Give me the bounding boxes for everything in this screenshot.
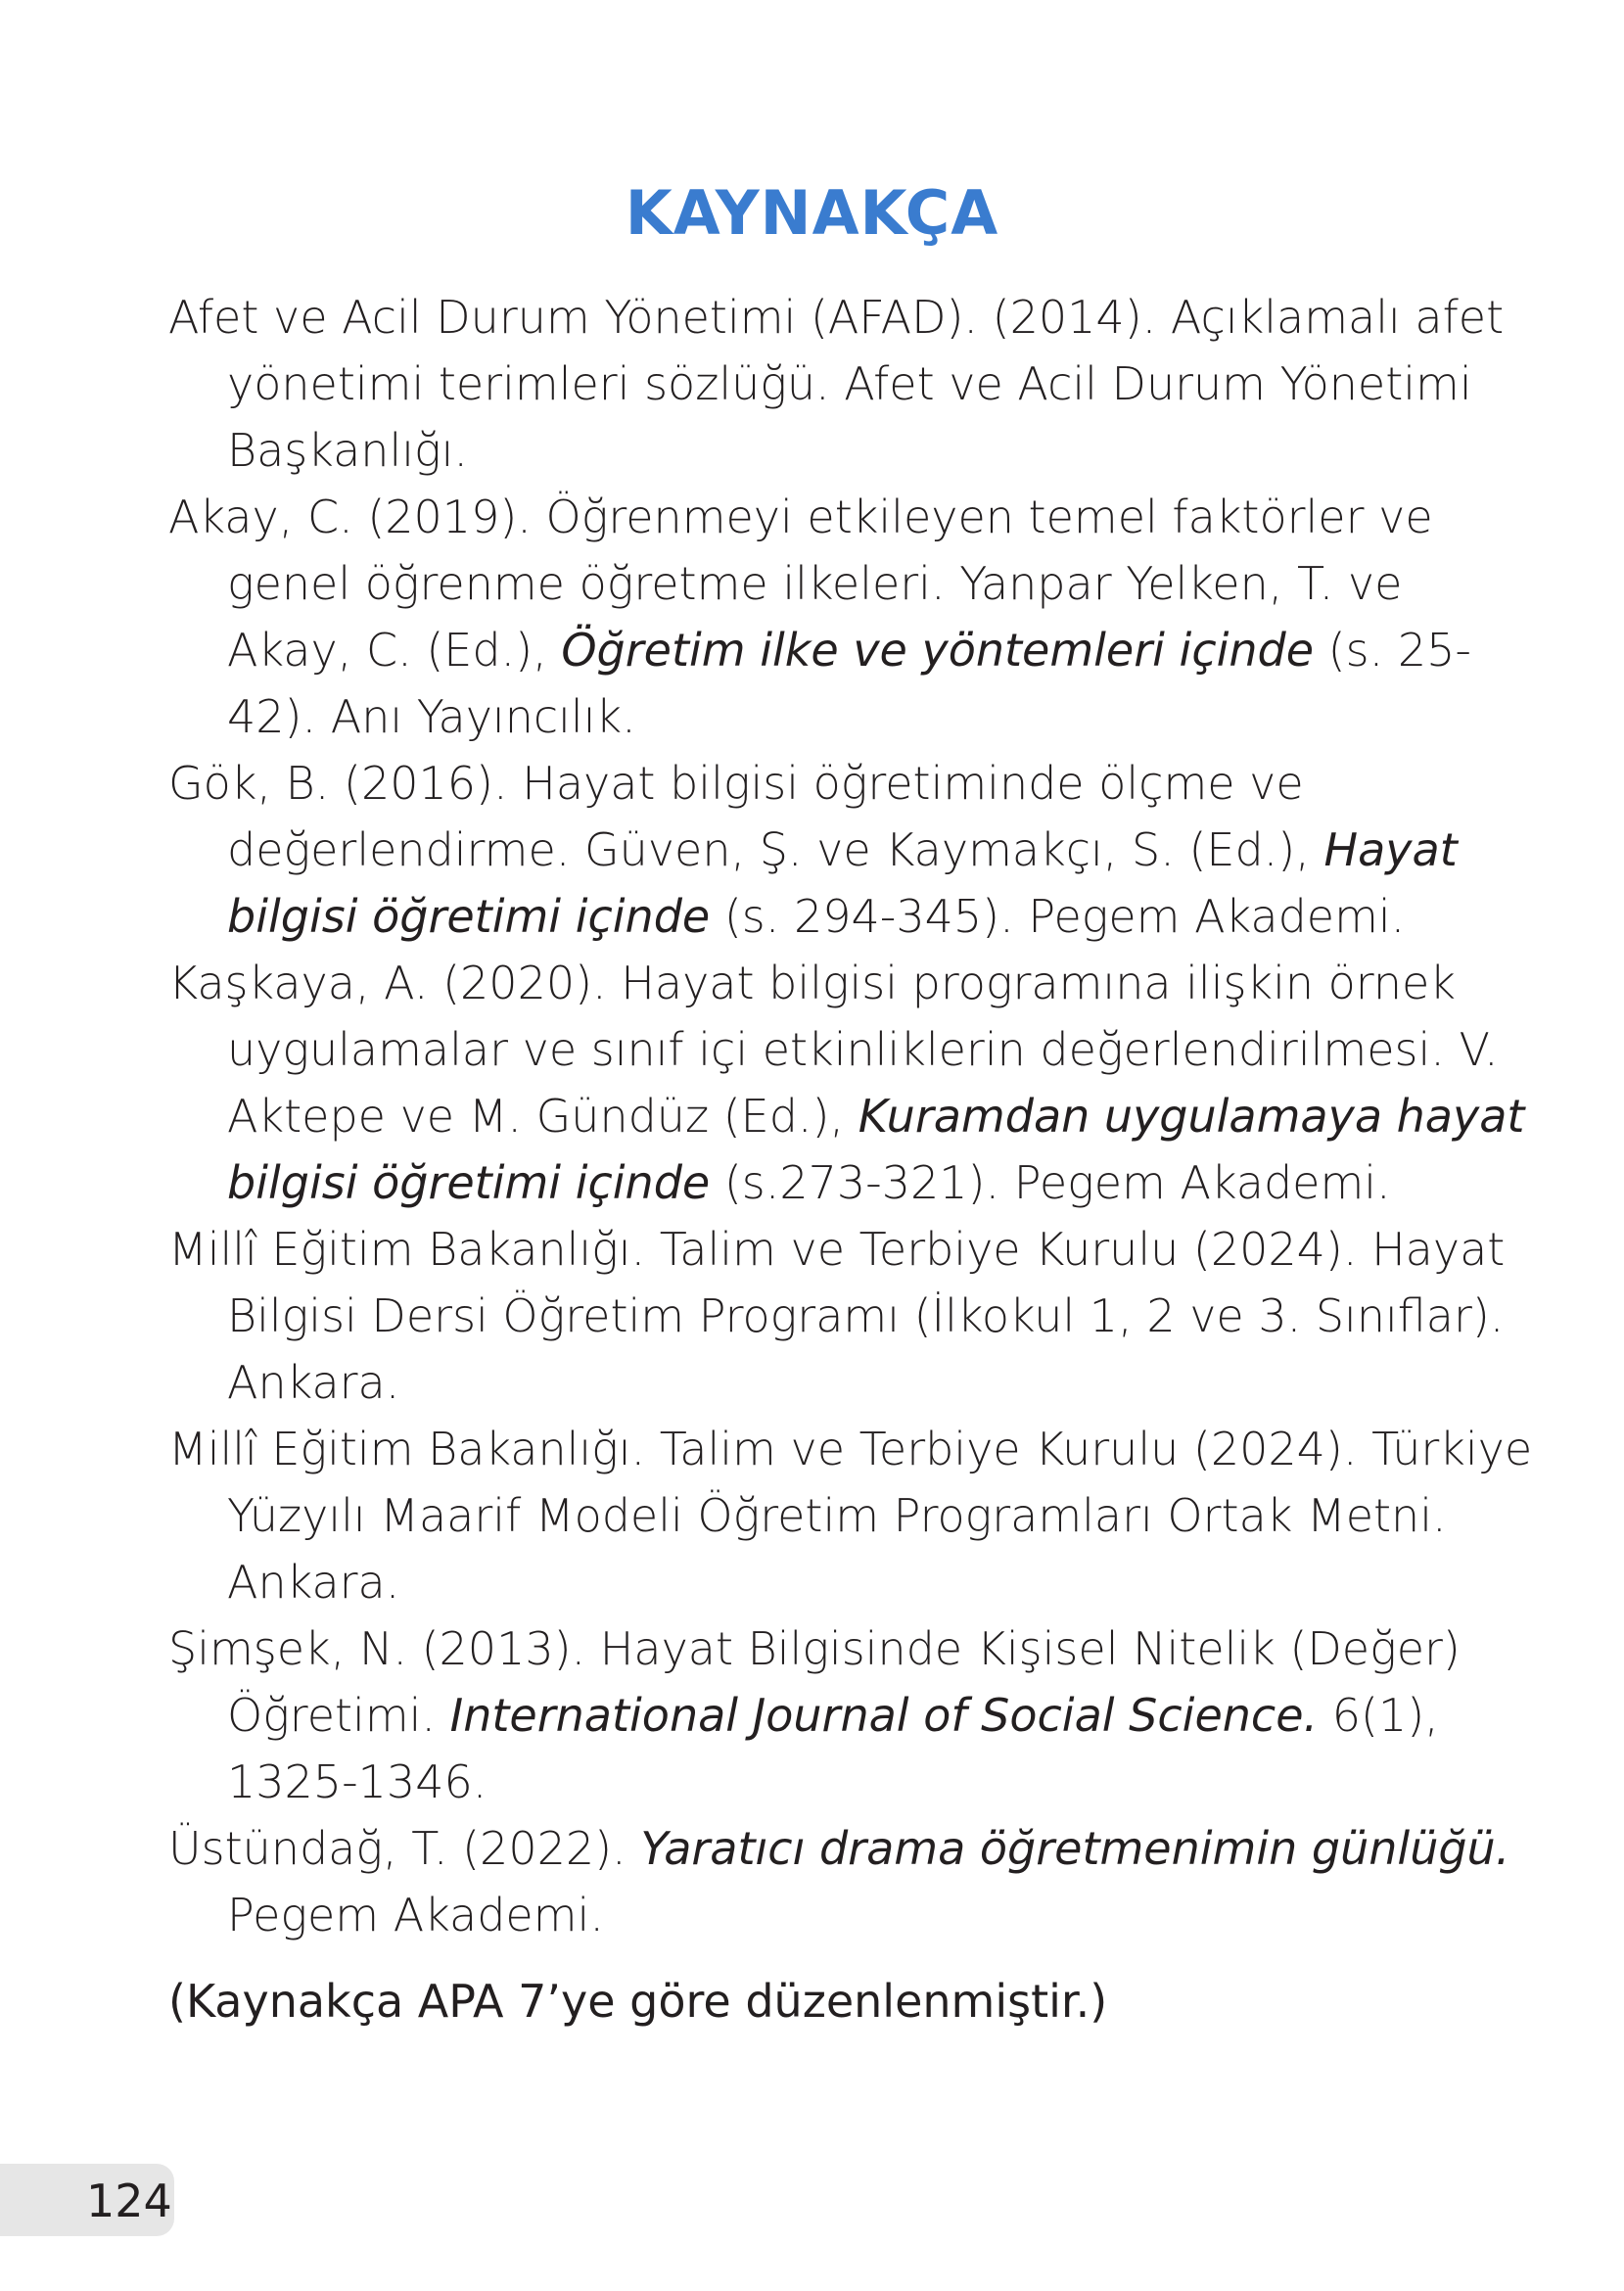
reference-italic: Kuramdan uygulamaya hayat bilgisi öğretimi içinde [227,1090,1525,1209]
reference-text: Millî Eğitim Bakanlığı. Talim ve Terbiye Kurulu (2024). Türkiye Yüzyılı Maarif Modeli Öğretim Programları Ortak Metni. Ankara. [168,1423,1533,1609]
reference-text-after: Pegem Akademi. [227,1889,604,1941]
reference-list [168,284,1539,1948]
reference-item [168,284,1539,484]
reference-text: Kaşkaya, A. (2020). Hayat bilgisi programına ilişkin örnek uygulamalar ve sınıf içi etkinliklerin değerlendirilmesi. V. Aktepe ve M. Gündüz (Ed.), [168,957,1499,1143]
reference-text-after: 6(1), 1325-1346. [227,1689,1439,1808]
reference-text-after: (s. 294-345). Pegem Akademi. [710,890,1406,943]
reference-text: Şimşek, N. (2013). Hayat Bilgisinde Kişisel Nitelik (Değer) Öğretimi. [168,1622,1461,1742]
reference-item [168,1216,1539,1416]
reference-item [168,750,1539,950]
reference-text: Afet ve Acil Durum Yönetimi (AFAD). (2014). Açıklamalı afet yönetimi terimleri sözlüğü. Afet ve Acil Durum Yönetimi Başkanlığı. [168,291,1505,477]
reference-item [168,950,1539,1216]
reference-italic: Yaratıcı drama öğretmenimin günlüğü. [640,1822,1510,1875]
reference-italic: Hayat bilgisi öğretimi içinde [227,823,1458,943]
page-number: 124 [86,2174,172,2227]
apa-note: (Kaynakça APA 7’ye göre düzenlenmiştir.) [168,1975,1108,2028]
page-title: KAYNAKÇA [625,177,999,249]
reference-text-after: (s. 25-42). Anı Yayıncılık. [227,624,1471,743]
reference-text: Gök, B. (2016). Hayat bilgisi öğretiminde ölçme ve değerlendirme. Güven, Ş. ve Kaymakçı, S. (Ed.), [168,757,1324,876]
reference-item [168,1815,1539,1948]
reference-text: Millî Eğitim Bakanlığı. Talim ve Terbiye Kurulu (2024). Hayat Bilgisi Dersi Öğretim Programı (İlkokul 1, 2 ve 3. Sınıflar). Ankara. [168,1223,1506,1409]
reference-text: Akay, C. (2019). Öğrenmeyi etkileyen temel faktörler ve genel öğrenme öğretme ilkeleri. Yanpar Yelken, T. ve Akay, C. (Ed.), [168,491,1433,677]
reference-text-after: (s.273-321). Pegem Akademi. [710,1156,1391,1209]
reference-italic: International Journal of Social Science. [449,1689,1319,1742]
reference-text: Üstündağ, T. (2022). [168,1822,641,1875]
reference-item [168,1615,1539,1815]
reference-item [168,484,1539,750]
reference-italic: Öğretim ilke ve yöntemleri içinde [561,624,1315,677]
reference-item [168,1416,1539,1615]
